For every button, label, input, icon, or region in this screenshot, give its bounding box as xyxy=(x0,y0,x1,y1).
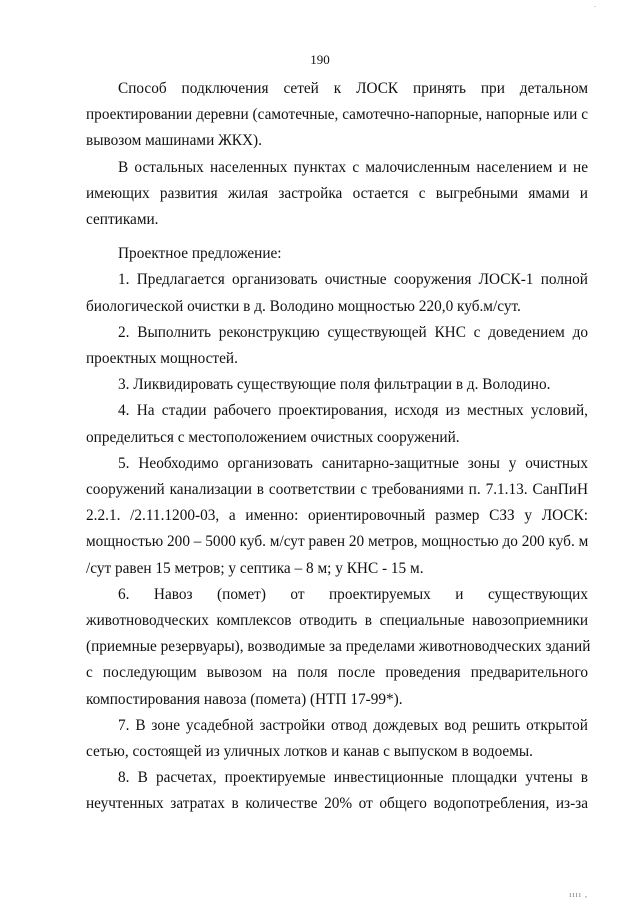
text-line: биологической очистки в д. Володино мощностью 220,0 куб.м/сут. xyxy=(86,297,521,315)
page-number: 190 xyxy=(310,52,330,67)
text-line: 1. Предлагается организовать очистные сооружения ЛОСК-1 полной xyxy=(118,271,588,289)
text-line: проектных мощностей. xyxy=(86,350,238,368)
text-line: В остальных населенных пунктах с малочисленным населением и не xyxy=(118,158,588,176)
text-line: Способ подключения сетей к ЛОСК принять при детальном xyxy=(118,80,588,97)
paragraph xyxy=(86,76,588,155)
text-line: 6. Навоз (помет) от проектируемых и существующих xyxy=(118,585,588,603)
paragraph xyxy=(94,372,588,398)
paragraph xyxy=(94,241,588,267)
text-line: /сут равен 15 метров; у септика – 8 м; у КНС - 15 м. xyxy=(86,559,424,577)
text-line: неучтенных затратах в количестве 20% от общего водопотребления, из-за xyxy=(86,795,588,813)
text-line: сооружений канализации в соответствии с требованиями п. 7.1.13. СанПиН xyxy=(86,481,588,499)
document-body xyxy=(86,76,591,818)
text-line: 8. В расчетах, проектируемые инвестиционные площадки учтены в xyxy=(118,769,588,787)
text-line: септиками. xyxy=(86,211,159,229)
paragraph xyxy=(86,267,588,319)
top-corner-mark: . xyxy=(594,0,596,9)
paragraph xyxy=(86,713,588,765)
text-line: 2.2.1. /2.11.1200-03, а именно: ориентировочный размер СЗЗ у ЛОСК: xyxy=(86,507,588,525)
text-line: 2. Выполнить реконструкцию существующей КНС с доведением до xyxy=(118,323,588,341)
text-line: 3. Ликвидировать существующие поля фильтрации в д. Володино. xyxy=(118,376,551,394)
paragraph xyxy=(86,155,588,234)
text-line: проектировании деревни (самотечные, самотечно-напорные, напорные или с xyxy=(86,106,588,124)
text-line: с последующим вывозом на поля после проведения предварительного xyxy=(86,664,588,682)
text-line: Проектное предложение: xyxy=(118,245,282,263)
bottom-corner-mark: ıııı , xyxy=(569,890,588,899)
text-line: 5. Необходимо организовать санитарно-защитные зоны у очистных xyxy=(118,454,588,472)
text-line: 7. В зоне усадебной застройки отвод дождевых вод решить открытой xyxy=(118,716,588,734)
paragraph xyxy=(86,582,591,713)
text-line: имеющих развития жилая застройка остается с выгребными ямами и xyxy=(86,184,588,202)
text-line: сетью, состоящей из уличных лотков и канав с выпуском в водоемы. xyxy=(86,743,533,761)
text-line: мощностью 200 – 5000 куб. м/сут равен 20 метров, мощностью до 200 куб. м xyxy=(86,533,589,551)
paragraph xyxy=(86,398,588,450)
text-line: вывозом машинами ЖКХ). xyxy=(86,132,262,150)
paragraph xyxy=(86,765,588,817)
text-line: животноводческих комплексов отводить в специальные навозоприемники xyxy=(86,612,588,630)
paragraph-gap xyxy=(94,233,588,241)
text-line: определиться с местоположением очистных сооружений. xyxy=(86,428,460,446)
paragraph xyxy=(86,320,588,372)
text-line: (приемные резервуары), возводимые за пределами животноводческих зданий xyxy=(86,638,591,656)
text-line: 4. На стадии рабочего проектирования, исходя из местных условий, xyxy=(118,402,588,420)
paragraph xyxy=(86,451,589,582)
text-line: компостирования навоза (помета) (НТП 17-99*). xyxy=(86,690,403,708)
